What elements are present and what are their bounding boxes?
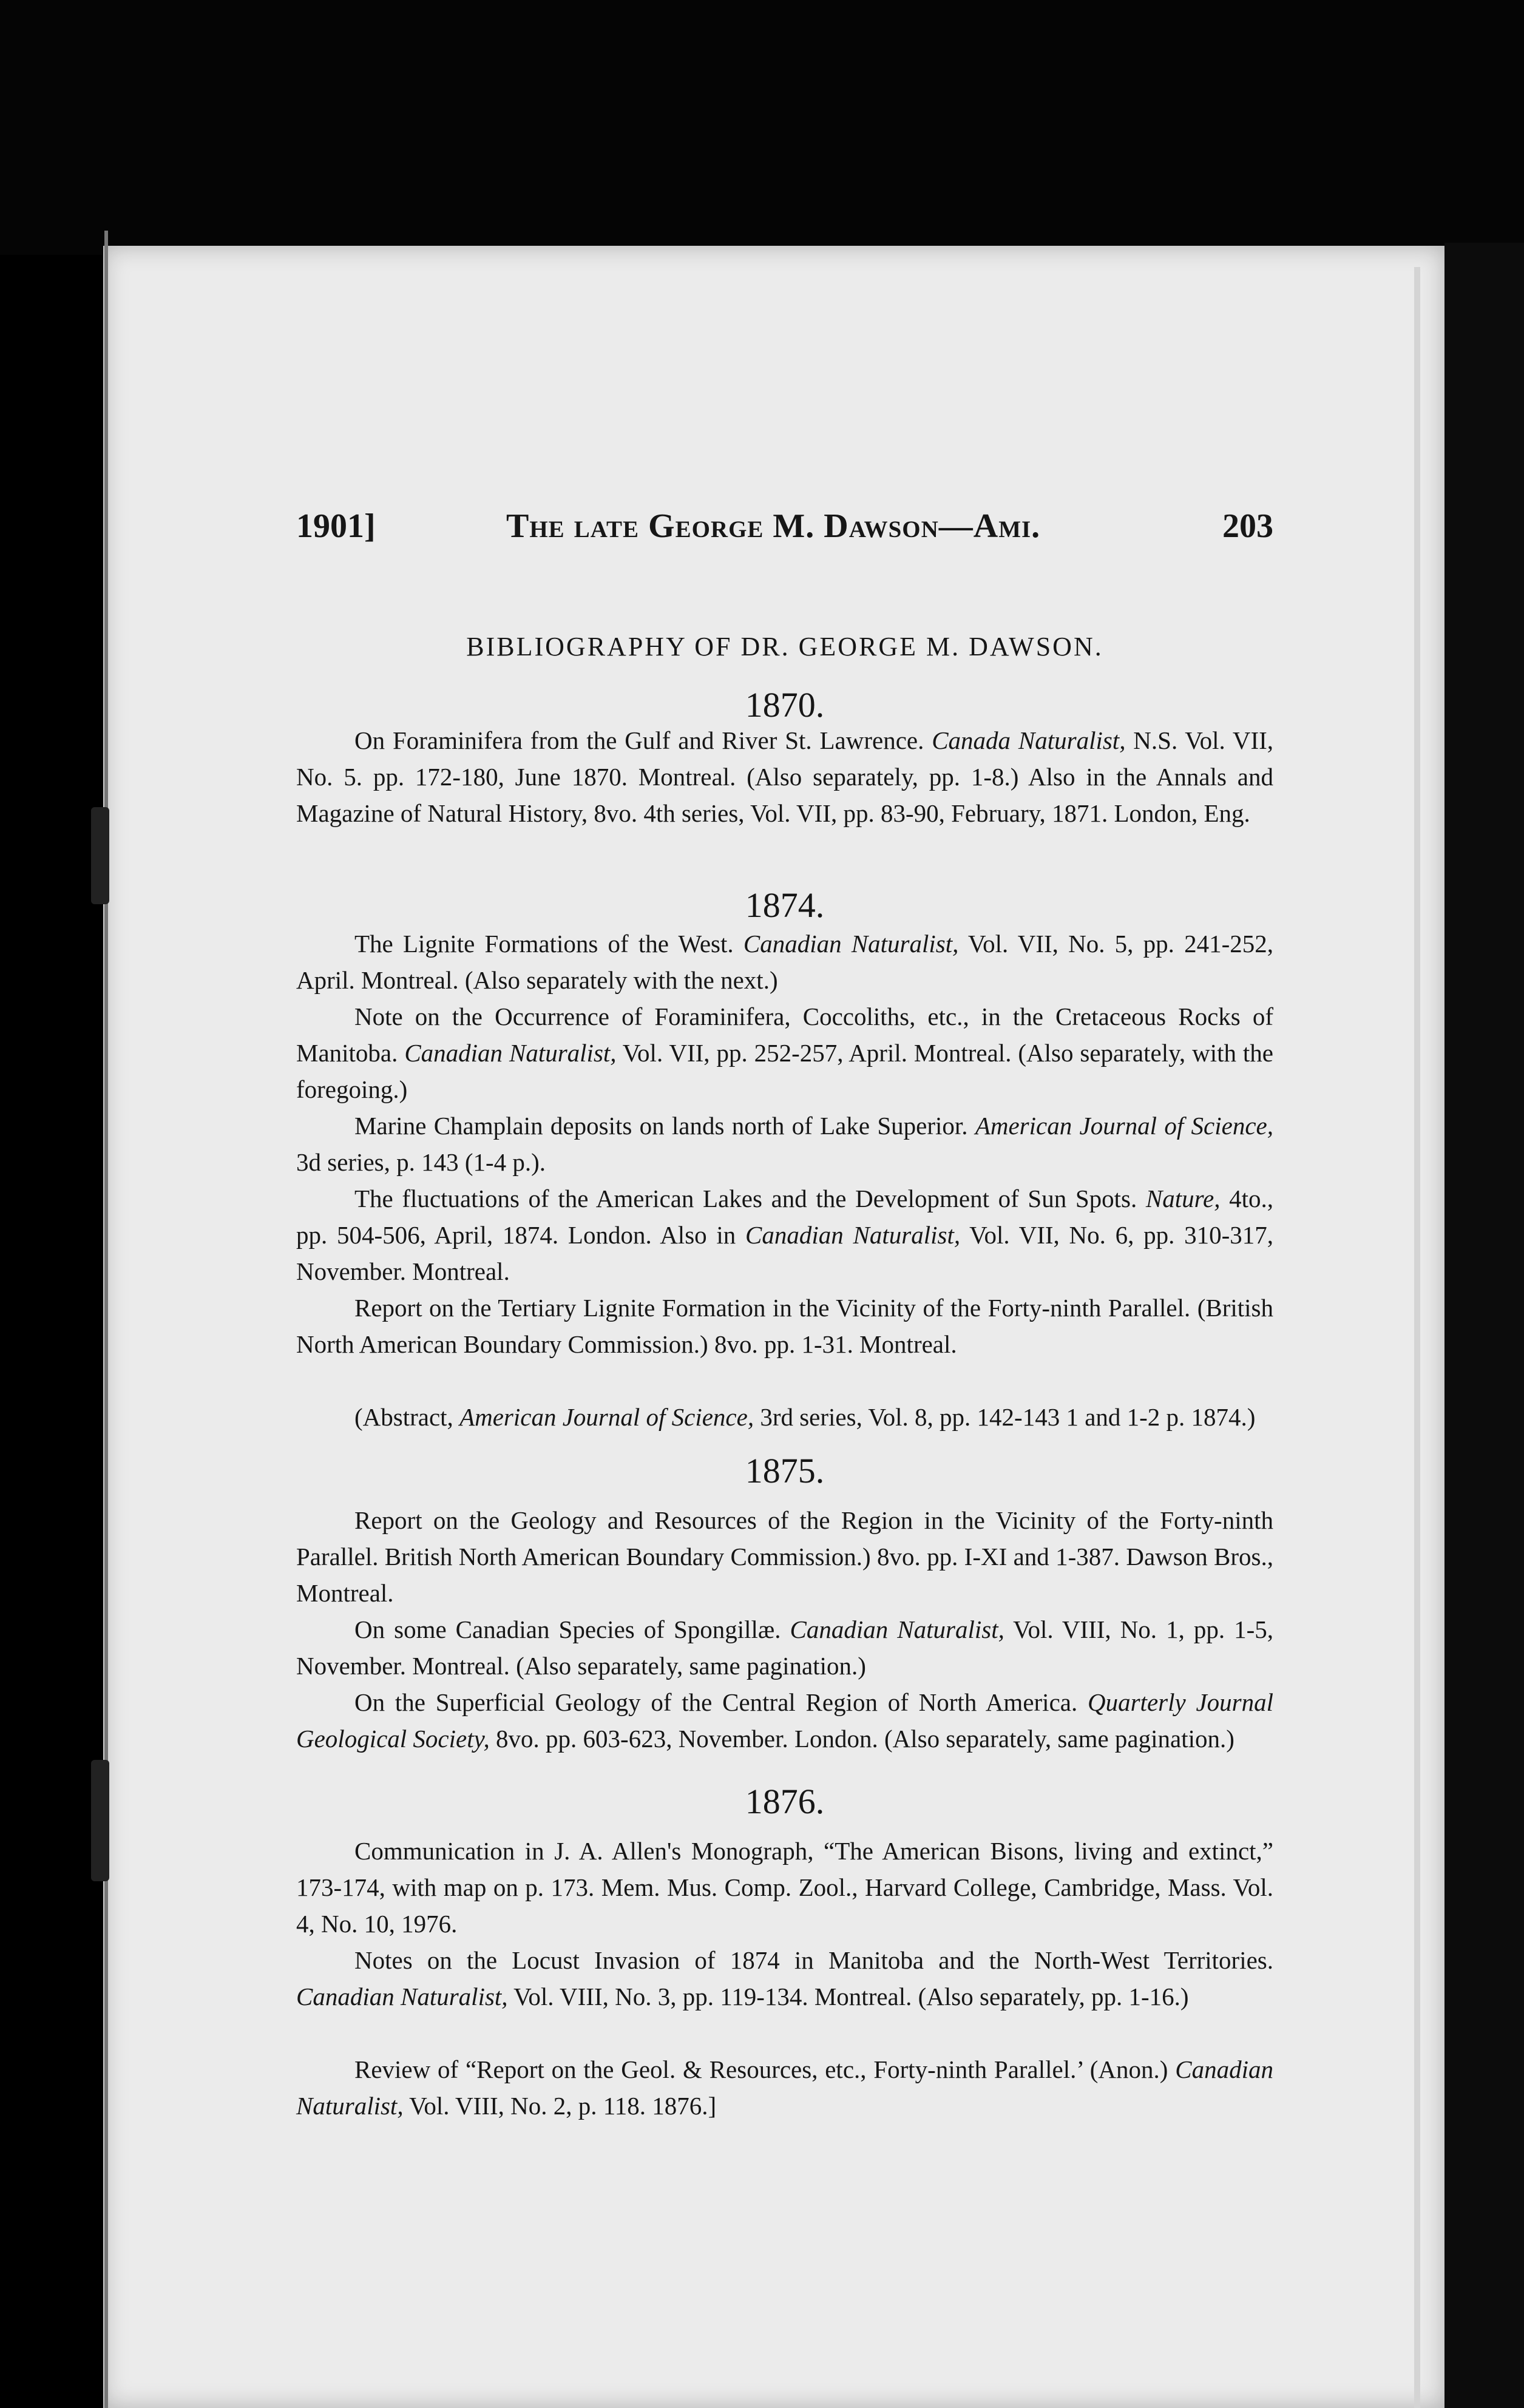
header-title: The late George M. Dawson—Ami. bbox=[506, 507, 1041, 545]
binding-edge bbox=[104, 231, 108, 2408]
bibliography-entry: Notes on the Locust Invasion of 1874 in Manitoba and the North-West Territories. Canadian Naturalist, Vol. VIII, No. 3, pp. 119-134. Montreal. (Also separately, pp. 1-16.) bbox=[296, 1946, 1273, 2011]
bibliography-entry: On some Canadian Species of Spongillæ. Canadian Naturalist, Vol. VIII, No. 1, pp. 1-5, November. Montreal. (Also separately, same pagination.) bbox=[296, 1615, 1273, 1680]
page-edge-shadow bbox=[1414, 267, 1420, 2408]
scan-right-margin bbox=[1444, 243, 1524, 2408]
bibliography-entry: Report on the Geology and Resources of the Region in the Vicinity of the Forty-ninth Parallel. British North American Boundary Commission.) 8vo. pp. I-XI and 1-387. Dawson Bros., Montreal. bbox=[296, 1506, 1273, 1607]
bibliography-entry: (Abstract, American Journal of Science, 3rd series, Vol. 8, pp. 142-143 1 and 1-2 p. 1874.) bbox=[354, 1403, 1256, 1431]
bibliography-entry: Communication in J. A. Allen's Monograph, “The American Bisons, living and extinct,” 173-174, with map on p. 173. Mem. Mus. Comp. Zool., Harvard College, Cambridge, Mass. Vol. 4, No. 10, 1976. bbox=[296, 1837, 1273, 1938]
bibliography-entry: Report on the Tertiary Lignite Formation in the Vicinity of the Forty-ninth Parallel. (British North American Boundary Commission.) 8vo. pp. 1-31. Montreal. bbox=[296, 1294, 1273, 1358]
bibliography-entry: The fluctuations of the American Lakes and the Development of Sun Spots. Nature, 4to., pp. 504-506, April, 1874. London. Also in Canadian Naturalist, Vol. VII, No. 6, pp. 310-317, November. Montreal. bbox=[296, 1185, 1273, 1285]
bibliography-title: BIBLIOGRAPHY OF DR. GEORGE M. DAWSON. bbox=[466, 632, 1103, 661]
page-number: 203 bbox=[1222, 507, 1273, 545]
binding-mark bbox=[91, 807, 109, 904]
running-header bbox=[296, 507, 1273, 555]
bibliography-entry: The Lignite Formations of the West. Canadian Naturalist, Vol. VII, No. 5, pp. 241-252, April. Montreal. (Also separately with the next.) bbox=[296, 930, 1273, 994]
bibliography-entry: Review of “Report on the Geol. & Resources, etc., Forty-ninth Parallel.’ (Anon.) Canadian Naturalist, Vol. VIII, No. 2, p. 118. 1876.] bbox=[296, 2055, 1273, 2120]
scan-background bbox=[0, 0, 1524, 255]
bibliography-entry: On the Superficial Geology of the Central Region of North America. Quarterly Journal Geological Society, 8vo. pp. 603-623, November. London. (Also separately, same pagination.) bbox=[296, 1688, 1273, 1753]
year-heading: 1870. bbox=[745, 685, 825, 725]
year-heading: 1875. bbox=[745, 1451, 825, 1490]
bibliography-entry: Marine Champlain deposits on lands north of Lake Superior. American Journal of Science, 3d series, p. 143 (1-4 p.). bbox=[296, 1112, 1273, 1176]
year-heading: 1876. bbox=[745, 1782, 825, 1821]
bibliography-entry: On Foraminifera from the Gulf and River St. Lawrence. Canada Naturalist, N.S. Vol. VII, No. 5. pp. 172-180, June 1870. Montreal. (Also separately, pp. 1-8.) Also in the Annals and Magazine of Natural History, 8vo. 4th series, Vol. VII, pp. 83-90, February, 1871. London, Eng. bbox=[296, 726, 1274, 827]
binding-mark bbox=[91, 1760, 109, 1881]
year-heading: 1874. bbox=[745, 885, 825, 925]
bibliography-entry: Note on the Occurrence of Foraminifera, Coccoliths, etc., in the Cretaceous Rocks of Manitoba. Canadian Naturalist, Vol. VII, pp. 252-257, April. Montreal. (Also separately, with the foregoing.) bbox=[296, 1003, 1273, 1103]
header-year: 1901] bbox=[296, 507, 376, 545]
